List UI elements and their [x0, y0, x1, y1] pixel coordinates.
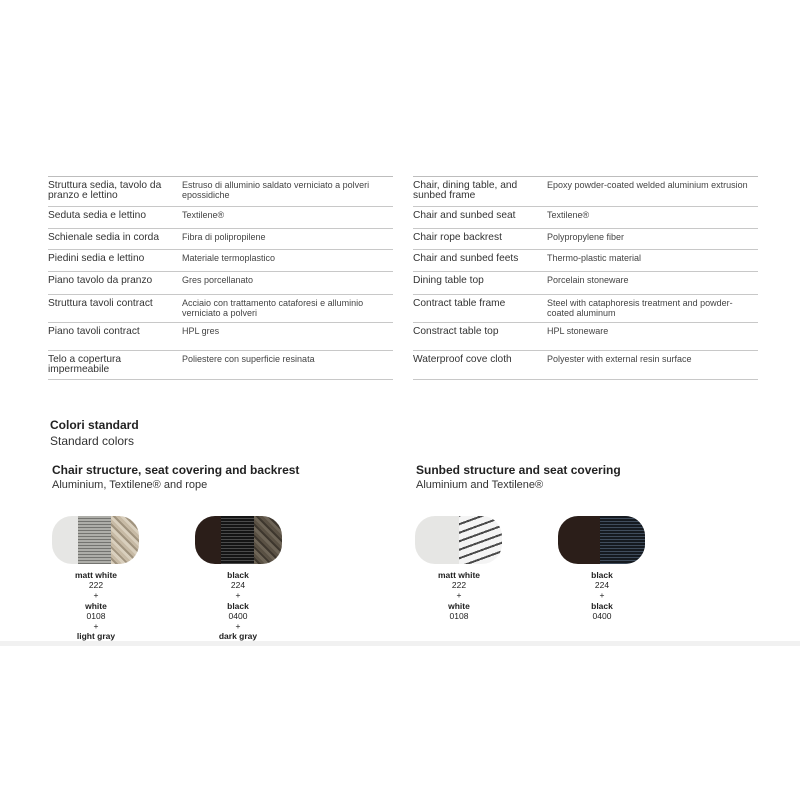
rope-texture — [254, 516, 282, 564]
caption-line: 0108 — [449, 610, 469, 621]
caption-line: dark gray — [218, 631, 258, 642]
spec-row — [413, 250, 758, 272]
caption-line: + — [599, 590, 605, 601]
spec-label: Piano tavolo da pranzo — [48, 275, 153, 286]
spec-label: Waterproof cove cloth — [413, 354, 512, 365]
spec-value: Fibra di polipropilene — [182, 232, 266, 242]
spec-label: Piedini sedia e lettino — [48, 253, 145, 264]
caption-line: white — [85, 600, 107, 611]
spec-value: Estruso di alluminio saldato verniciato a polveri epossidiche — [182, 180, 370, 200]
spec-row — [413, 323, 758, 351]
spec-row — [413, 351, 758, 380]
caption-line: 222 — [88, 580, 104, 591]
spec-label: Chair and sunbed feets — [413, 253, 519, 264]
spec-label: Contract table frame — [413, 298, 506, 309]
caption-line: black — [591, 570, 613, 580]
swatch-chair-white — [52, 516, 139, 564]
spec-value: Poliestere con superficie resinata — [182, 354, 315, 364]
spec-label: Chair, dining table, and sunbed frame — [413, 180, 518, 201]
swatch-caption — [557, 570, 647, 621]
spec-value: Steel with cataphoresis treatment and powder-coated aluminum — [547, 298, 733, 318]
spec-row — [413, 229, 758, 250]
spec-row — [48, 229, 393, 250]
spec-value: Gres porcellanato — [182, 275, 254, 285]
spec-value: Materiale termoplastico — [182, 253, 276, 263]
caption-line: 224 — [594, 580, 610, 591]
caption-line: black — [227, 600, 249, 611]
chair-group-title: Chair structure, seat covering and backrest — [52, 463, 300, 477]
spec-value: Thermo-plastic material — [547, 253, 642, 263]
spec-value: Polyester with external resin surface — [547, 354, 692, 364]
caption-line: 224 — [230, 580, 246, 591]
swatch-sunbed-white — [415, 516, 502, 564]
spec-value: Epoxy powder-coated welded aluminium extrusion — [547, 180, 748, 190]
rope-texture — [111, 516, 139, 564]
spec-label: Chair and sunbed seat — [413, 210, 516, 221]
swatch-caption — [414, 570, 504, 621]
caption-line: black — [227, 570, 249, 580]
caption-line: matt white — [74, 570, 118, 580]
mesh-texture — [600, 516, 645, 564]
caption-line: 0400 — [592, 610, 612, 621]
spec-label: Struttura tavoli contract — [48, 298, 153, 309]
mesh-texture — [221, 516, 254, 564]
spec-row — [48, 295, 393, 323]
sunbed-group-subtitle: Aluminium and Textilene® — [416, 479, 544, 491]
chair-group-subtitle: Aluminium, Textilene® and rope — [52, 479, 208, 491]
spec-label: Schienale sedia in corda — [48, 232, 160, 243]
spec-label: Piano tavoli contract — [48, 326, 140, 337]
swatch-sunbed-black — [558, 516, 645, 564]
frame-color — [558, 516, 600, 564]
spec-label: Constract table top — [413, 326, 499, 337]
caption-line: 0108 — [86, 610, 106, 621]
spec-label: Dining table top — [413, 275, 484, 286]
mesh-texture — [459, 516, 502, 564]
spec-row — [48, 323, 393, 351]
spec-label: Telo a copertura impermeabile — [48, 354, 122, 375]
caption-line: 0400 — [228, 610, 248, 621]
spec-row — [413, 295, 758, 323]
swatch-caption — [51, 570, 141, 641]
spec-label: Struttura sedia, tavolo da pranzo e lettino — [48, 180, 162, 201]
spec-value: Polypropylene fiber — [547, 232, 625, 242]
spec-label: Chair rope backrest — [413, 232, 502, 243]
spec-row — [413, 272, 758, 295]
spec-row — [413, 177, 758, 207]
spec-value: Acciaio con trattamento cataforesi e alluminio verniciato a polveri — [182, 298, 364, 318]
spec-table-english — [413, 176, 758, 380]
colors-title-en: Standard colors — [50, 434, 135, 448]
frame-color — [195, 516, 221, 564]
caption-line: 222 — [451, 580, 467, 591]
swatch-caption — [193, 570, 283, 641]
caption-line: + — [93, 590, 99, 601]
spec-row — [413, 207, 758, 229]
caption-line: + — [235, 621, 241, 632]
caption-line: light gray — [76, 631, 116, 642]
frame-color — [52, 516, 78, 564]
spec-row — [48, 250, 393, 272]
caption-line: matt white — [437, 570, 481, 580]
swatch-chair-black — [195, 516, 282, 564]
frame-color — [415, 516, 459, 564]
spec-value: Textilene® — [547, 210, 590, 220]
spec-row — [48, 351, 393, 380]
caption-line: black — [591, 600, 613, 611]
spec-value: HPL gres — [182, 326, 220, 336]
caption-line: white — [448, 600, 470, 611]
mesh-texture — [78, 516, 111, 564]
spec-row — [48, 177, 393, 207]
spec-value: Textilene® — [182, 210, 225, 220]
spec-row — [48, 272, 393, 295]
spec-row — [48, 207, 393, 229]
caption-line: + — [235, 590, 241, 601]
spec-value: HPL stoneware — [547, 326, 609, 336]
spec-value: Porcelain stoneware — [547, 275, 629, 285]
spec-label: Seduta sedia e lettino — [48, 210, 146, 221]
sunbed-group-title: Sunbed structure and seat covering — [416, 463, 621, 477]
spec-table-italian — [48, 176, 393, 380]
caption-line: + — [93, 621, 99, 632]
page-divider — [0, 641, 800, 646]
colors-title-it: Colori standard — [50, 418, 139, 432]
caption-line: + — [456, 590, 462, 601]
